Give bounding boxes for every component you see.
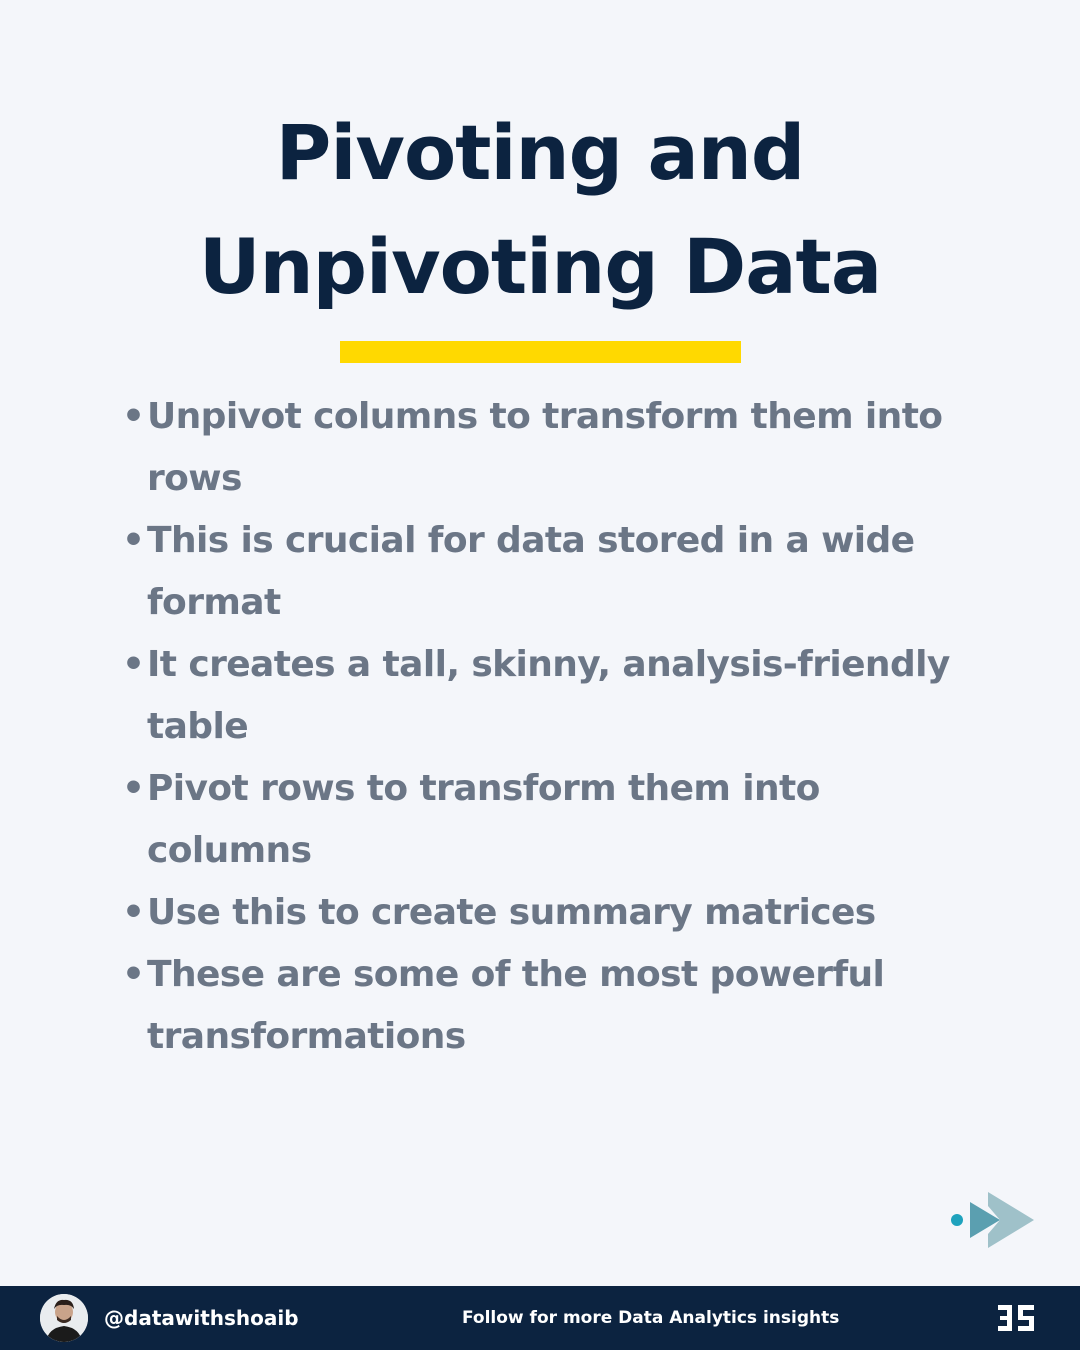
bullet-dot: • bbox=[122, 520, 145, 561]
bullet-text: It creates a tall, skinny, analysis-friendly table bbox=[147, 644, 950, 747]
brand-logo-icon bbox=[996, 1303, 1036, 1333]
bullet-text: Pivot rows to transform them into columns bbox=[147, 768, 820, 871]
bullet-dot: • bbox=[122, 768, 145, 809]
bullet-list bbox=[122, 386, 962, 1068]
arrow-dot bbox=[951, 1214, 963, 1226]
bullet-dot: • bbox=[122, 892, 145, 933]
title-accent-bar bbox=[340, 341, 741, 363]
bullet-text: These are some of the most powerful transformations bbox=[147, 954, 885, 1057]
list-item bbox=[122, 944, 962, 1068]
list-item bbox=[122, 882, 962, 944]
bullet-dot: • bbox=[122, 954, 145, 995]
list-item bbox=[122, 634, 962, 758]
list-item bbox=[122, 386, 962, 510]
page-title bbox=[0, 96, 1080, 324]
author-handle[interactable]: @datawithshoaib bbox=[104, 1306, 299, 1330]
list-item bbox=[122, 510, 962, 634]
person-avatar-icon bbox=[40, 1294, 88, 1342]
title-line-1: Pivoting and bbox=[275, 108, 805, 197]
bullet-dot: • bbox=[122, 644, 145, 685]
bullet-text: This is crucial for data stored in a wide format bbox=[147, 520, 915, 623]
next-slide-arrow-icon[interactable] bbox=[948, 1190, 1036, 1250]
footer-bar bbox=[0, 1286, 1080, 1350]
list-item bbox=[122, 758, 962, 882]
bullet-text: Use this to create summary matrices bbox=[147, 892, 876, 933]
title-line-2: Unpivoting Data bbox=[198, 222, 882, 311]
follow-cta: Follow for more Data Analytics insights bbox=[462, 1308, 840, 1328]
bullet-dot: • bbox=[122, 396, 145, 437]
bullet-text: Unpivot columns to transform them into rows bbox=[147, 396, 943, 499]
